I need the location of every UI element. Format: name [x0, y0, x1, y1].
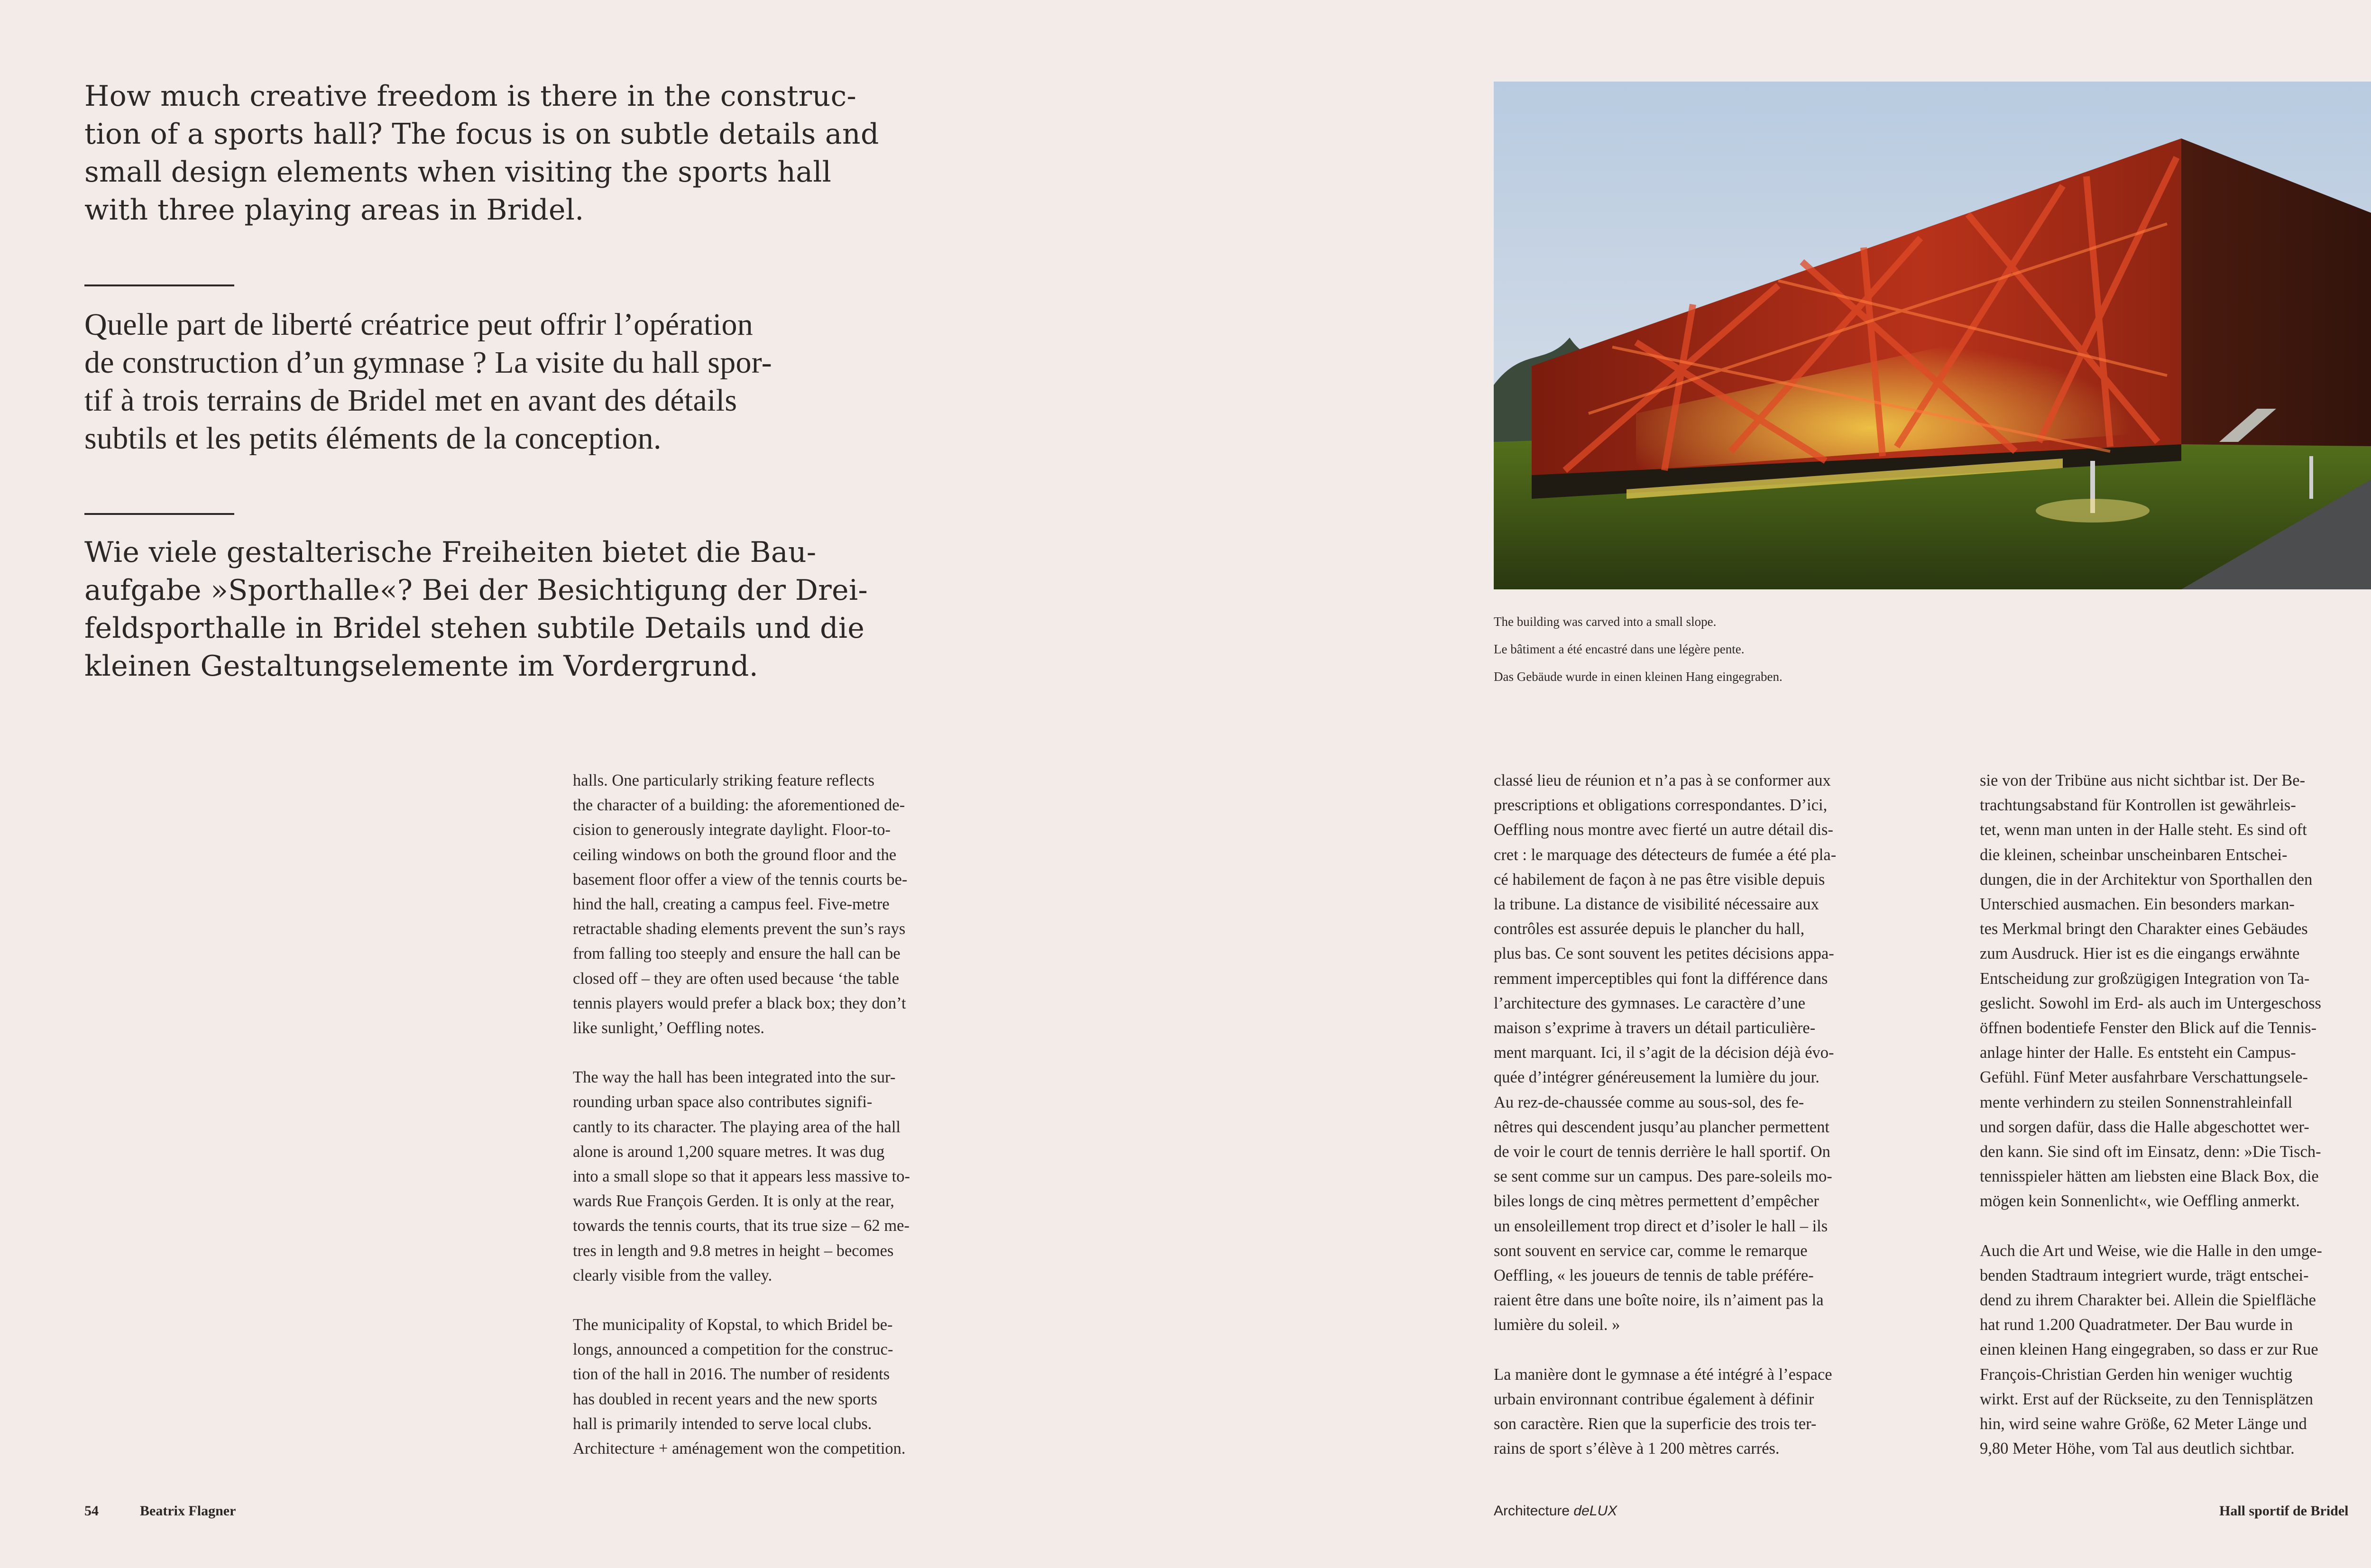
paragraph — [573, 1312, 910, 1461]
caption-line: The building was carved into a small slope. — [1494, 614, 1717, 629]
building-photo — [1494, 82, 2371, 589]
paragraph — [1494, 1362, 1836, 1461]
intro-line: aufgabe »Sporthalle«? Bei der Besichtigung der Drei- — [84, 574, 868, 607]
intro-line: tion of a sports hall? The focus is on subtle details and — [84, 118, 879, 151]
text-line: sie von der Tribüne aus nicht sichtbar ist. Der Be- — [1980, 771, 2306, 789]
paragraph — [573, 1065, 910, 1288]
divider-rule — [84, 284, 234, 286]
text-line: und sorgen dafür, dass die Halle abgeschottet wer- — [1980, 1118, 2309, 1136]
text-line: die kleinen, scheinbar unscheinbaren Entschei- — [1980, 845, 2288, 864]
text-line: de voir le court de tennis derrière le hall sportif. On — [1494, 1143, 1830, 1161]
text-line: tres in length and 9.8 metres in height – becomes — [573, 1241, 894, 1260]
text-line: tennis players would prefer a black box; they don’t — [573, 994, 906, 1012]
text-line: ceiling windows on both the ground floor and the — [573, 845, 897, 864]
paragraph-gap — [1980, 1214, 2322, 1238]
text-line: tes Merkmal bringt den Charakter eines Gebäudes — [1980, 920, 2308, 938]
text-line: ment marquant. Ici, il s’agit de la décision déjà évo- — [1494, 1044, 1834, 1062]
text-line: hind the hall, creating a campus feel. Five-metre — [573, 895, 890, 914]
text-line: halls. One particularly striking feature reflects — [573, 771, 875, 789]
magazine-name — [1494, 1502, 1617, 1521]
text-line: François-Christian Gerden hin weniger wuchtig — [1980, 1365, 2293, 1384]
text-line: basement floor offer a view of the tennis courts be- — [573, 870, 908, 889]
text-line: retractable shading elements prevent the sun’s rays — [573, 920, 906, 938]
text-line: Entscheidung zur großzügigen Integration von Ta- — [1980, 969, 2310, 988]
text-line: wards Rue François Gerden. It is only at the rear, — [573, 1192, 894, 1210]
paragraph-gap — [573, 1040, 910, 1065]
text-line: anlage hinter der Halle. Es entsteht ein Campus- — [1980, 1044, 2296, 1062]
text-line: cantly to its character. The playing area of the hall — [573, 1118, 901, 1136]
paragraph-gap — [573, 1288, 910, 1312]
intro-line: Wie viele gestalterische Freiheiten bietet die Bau- — [84, 536, 817, 569]
text-line: into a small slope so that it appears less massive to- — [573, 1167, 910, 1186]
text-line: from falling too steeply and ensure the hall can be — [573, 944, 901, 963]
magazine-prefix: Architecture — [1494, 1503, 1574, 1519]
text-line: biles longs de cinq mètres permettent d’empêcher — [1494, 1192, 1819, 1210]
intro-line: feldsporthalle in Bridel stehen subtile Details und die — [84, 612, 865, 645]
text-line: urbain environnant contribue également à définir — [1494, 1390, 1814, 1408]
text-line: la tribune. La distance de visibilité nécessaire aux — [1494, 895, 1819, 914]
text-line: nêtres qui descendent jusqu’au plancher permettent — [1494, 1118, 1829, 1136]
text-line: contrôles est assurée depuis le plancher du hall, — [1494, 920, 1805, 938]
column-english — [573, 768, 910, 1461]
column-french — [1494, 768, 1836, 1461]
text-line: prescriptions et obligations correspondantes. D’ici, — [1494, 796, 1828, 815]
text-line: The way the hall has been integrated into the sur- — [573, 1068, 896, 1087]
text-line: hall is primarily intended to serve local clubs. — [573, 1414, 872, 1433]
text-line: einen kleinen Hang eingegraben, so dass er zur Rue — [1980, 1340, 2318, 1359]
text-line: dend zu ihrem Charakter bei. Allein die Spielfläche — [1980, 1291, 2316, 1310]
caption-line: Das Gebäude wurde in einen kleinen Hang eingegraben. — [1494, 669, 1783, 684]
text-line: rains de sport s’élève à 1 200 mètres carrés. — [1494, 1440, 1780, 1458]
text-line: classé lieu de réunion et n’a pas à se conformer aux — [1494, 771, 1831, 789]
text-line: the character of a building: the aforementioned de- — [573, 796, 905, 815]
text-line: tennisspieler hätten am liebsten eine Black Box, die — [1980, 1167, 2319, 1186]
text-line: benden Stadtraum integriert wurde, trägt entschei- — [1980, 1266, 2309, 1284]
text-line: mögen kein Sonnenlicht«, wie Oeffling anmerkt. — [1980, 1192, 2300, 1210]
column-german — [1980, 768, 2322, 1461]
text-line: maison s’exprime à travers un détail particulière- — [1494, 1019, 1816, 1037]
text-line: La manière dont le gymnase a été intégré à l’espace — [1494, 1365, 1832, 1384]
text-line: öffnen bodentiefe Fenster den Blick auf die Tennis- — [1980, 1019, 2317, 1037]
text-line: Unterschied ausmachen. Ein besonders markan- — [1980, 895, 2295, 914]
text-line: l’architecture des gymnases. Le caractère d’une — [1494, 994, 1806, 1012]
photo-caption — [1494, 608, 1783, 690]
text-line: mente verhindern zu steilen Sonnenstrahleinfall — [1980, 1093, 2293, 1111]
text-line: lumière du soleil. » — [1494, 1316, 1620, 1334]
intro-line: small design elements when visiting the sports hall — [84, 156, 832, 189]
text-line: den kann. Sie sind oft im Einsatz, denn: »Die Tisch- — [1980, 1143, 2321, 1161]
paragraph — [1980, 768, 2322, 1214]
text-line: remment imperceptibles qui font la différence dans — [1494, 969, 1828, 988]
text-line: son caractère. Rien que la superficie des trois ter- — [1494, 1415, 1817, 1433]
magazine-suffix: deLUX — [1573, 1503, 1617, 1519]
text-line: cision to generously integrate daylight. Floor-to- — [573, 821, 891, 839]
divider-rule — [84, 513, 234, 515]
section-title: Hall sportif de Bridel — [2219, 1503, 2349, 1519]
intro-line: subtils et les petits éléments de la conception. — [84, 421, 662, 456]
text-line: Architecture + aménagement won the competition. — [573, 1440, 906, 1458]
text-line: clearly visible from the valley. — [573, 1266, 772, 1284]
intro-english — [84, 77, 879, 229]
text-line: cé habilement de façon à ne pas être visible depuis — [1494, 870, 1825, 889]
text-line: hin, wird seine wahre Größe, 62 Meter Länge und — [1980, 1415, 2307, 1433]
text-line: quée d’intégrer généreusement la lumière du jour. — [1494, 1068, 1820, 1087]
text-line: tet, wenn man unten in der Halle steht. Es sind oft — [1980, 821, 2307, 839]
text-line: sont souvent en service car, comme le remarque — [1494, 1241, 1808, 1260]
paragraph — [1980, 1238, 2322, 1461]
text-line: Oeffling nous montre avec fierté un autre détail dis- — [1494, 821, 1833, 839]
text-line: dungen, die in der Architektur von Sporthallen den — [1980, 870, 2313, 889]
text-line: Auch die Art und Weise, wie die Halle in den umge- — [1980, 1241, 2322, 1260]
text-line: raient être dans une boîte noire, ils n’aiment pas la — [1494, 1291, 1824, 1310]
text-line: closed off – they are often used because ‘the table — [573, 969, 900, 988]
text-line: rounding urban space also contributes signifi- — [573, 1093, 873, 1111]
text-line: Au rez-de-chaussée comme au sous-sol, des fe- — [1494, 1093, 1804, 1111]
text-line: plus bas. Ce sont souvent les petites décisions appa- — [1494, 944, 1834, 963]
intro-french — [84, 306, 772, 458]
page-number-left: 54 — [84, 1503, 99, 1519]
text-line: towards the tennis courts, that its true size – 62 me- — [573, 1217, 910, 1235]
intro-german — [84, 533, 868, 685]
intro-line: How much creative freedom is there in the construc- — [84, 80, 857, 113]
text-line: un ensoleillement trop direct et d’isoler le hall – ils — [1494, 1217, 1828, 1235]
intro-line: kleinen Gestaltungselemente im Vordergrund. — [84, 650, 759, 683]
text-line: Gefühl. Fünf Meter ausfahrbare Verschattungsele- — [1980, 1068, 2308, 1087]
text-line: 9,80 Meter Höhe, vom Tal aus deutlich sichtbar. — [1980, 1440, 2295, 1458]
text-line: longs, announced a competition for the construc- — [573, 1340, 893, 1359]
intro-line: de construction d’un gymnase ? La visite du hall spor- — [84, 345, 772, 380]
text-line: The municipality of Kopstal, to which Bridel be- — [573, 1316, 893, 1334]
text-line: geslicht. Sowohl im Erd- als auch im Untergeschoss — [1980, 994, 2321, 1012]
paragraph — [1494, 768, 1836, 1338]
author-name: Beatrix Flagner — [140, 1503, 236, 1519]
text-line: hat rund 1.200 Quadratmeter. Der Bau wurde in — [1980, 1316, 2293, 1334]
text-line: has doubled in recent years and the new sports — [573, 1390, 877, 1408]
text-line: tion of the hall in 2016. The number of residents — [573, 1365, 890, 1384]
text-line: cret : le marquage des détecteurs de fumée a été pla- — [1494, 845, 1837, 864]
text-line: zum Ausdruck. Hier ist es die eingangs erwähnte — [1980, 944, 2300, 963]
text-line: like sunlight,’ Oeffling notes. — [573, 1019, 765, 1037]
text-line: trachtungsabstand für Kontrollen ist gewährleis- — [1980, 796, 2296, 815]
text-line: se sent comme sur un campus. Des pare-soleils mo- — [1494, 1167, 1832, 1186]
text-line: Oeffling, « les joueurs de tennis de table préfére- — [1494, 1266, 1814, 1285]
intro-line: tif à trois terrains de Bridel met en avant des détails — [84, 383, 737, 418]
paragraph-gap — [1494, 1338, 1836, 1362]
text-line: alone is around 1,200 square metres. It was dug — [573, 1142, 885, 1161]
caption-line: Le bâtiment a été encastré dans une légère pente. — [1494, 642, 1745, 656]
text-line: wirkt. Erst auf der Rückseite, zu den Tennisplätzen — [1980, 1390, 2314, 1408]
intro-line: with three playing areas in Bridel. — [84, 193, 584, 227]
paragraph — [573, 768, 910, 1040]
intro-line: Quelle part de liberté créatrice peut offrir l’opération — [84, 307, 754, 342]
